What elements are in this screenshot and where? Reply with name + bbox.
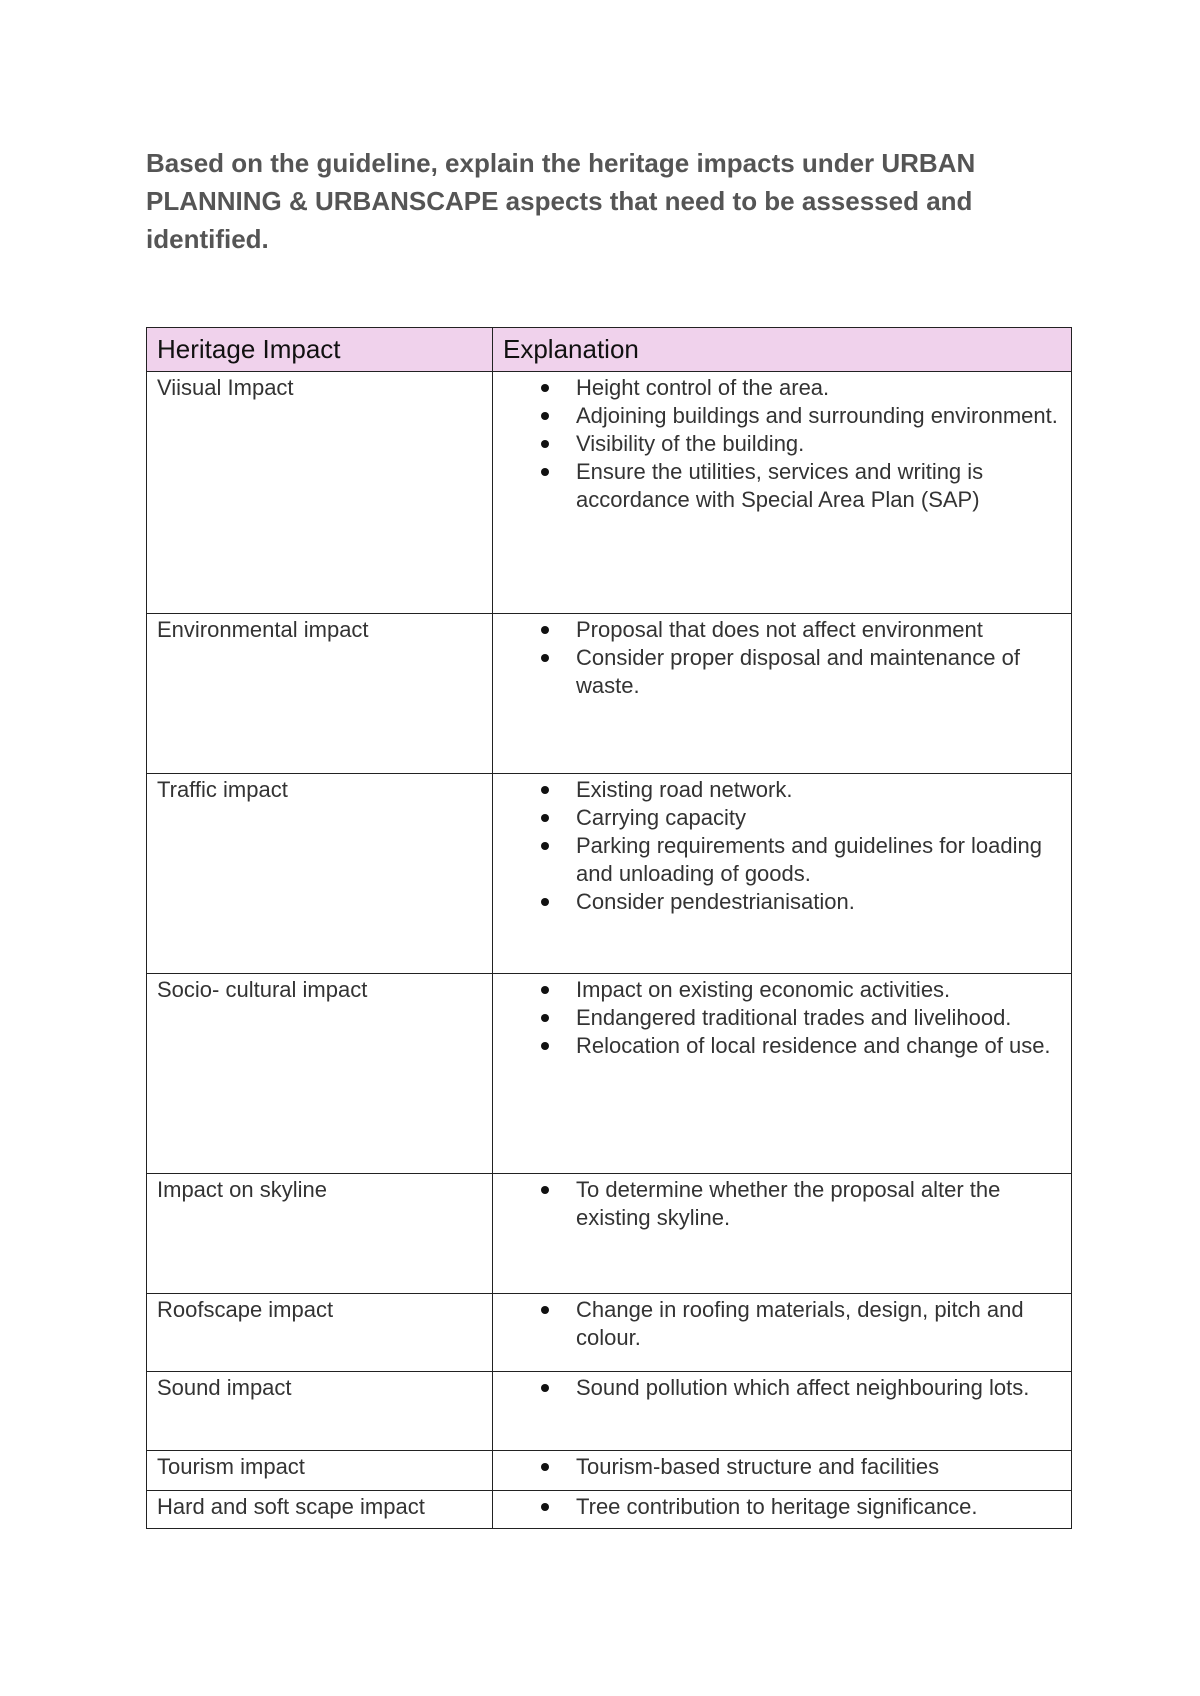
explanation-cell	[493, 974, 1072, 1174]
explanation-point: Impact on existing economic activities.	[576, 976, 1061, 1004]
explanation-list	[503, 374, 1061, 514]
explanation-point: Sound pollution which affect neighbouring lots.	[576, 1374, 1061, 1402]
explanation-point: To determine whether the proposal alter the existing skyline.	[576, 1176, 1061, 1232]
impact-name-cell: Viisual Impact	[147, 372, 493, 614]
table-row	[147, 614, 1072, 774]
explanation-point: Parking requirements and guidelines for loading and unloading of goods.	[576, 832, 1061, 888]
explanation-list	[503, 976, 1061, 1060]
table-row	[147, 1174, 1072, 1294]
explanation-point: Change in roofing materials, design, pitch and colour.	[576, 1296, 1061, 1352]
explanation-cell	[493, 1174, 1072, 1294]
explanation-point: Consider proper disposal and maintenance of waste.	[576, 644, 1061, 700]
explanation-point: Tourism-based structure and facilities	[576, 1453, 1061, 1481]
impact-name-cell: Sound impact	[147, 1372, 493, 1451]
heritage-impact-table	[146, 327, 1072, 1529]
impact-name-cell: Roofscape impact	[147, 1294, 493, 1372]
explanation-cell	[493, 1451, 1072, 1491]
explanation-point: Height control of the area.	[576, 374, 1061, 402]
explanation-list	[503, 1296, 1061, 1352]
table-row	[147, 774, 1072, 974]
impact-name-cell: Tourism impact	[147, 1451, 493, 1491]
explanation-point: Endangered traditional trades and livelihood.	[576, 1004, 1061, 1032]
table-row	[147, 1491, 1072, 1529]
explanation-point: Tree contribution to heritage significance.	[576, 1493, 1061, 1521]
explanation-cell	[493, 774, 1072, 974]
explanation-list	[503, 1374, 1061, 1402]
explanation-cell	[493, 1491, 1072, 1529]
explanation-point: Ensure the utilities, services and writing is accordance with Special Area Plan (SAP)	[576, 458, 1061, 514]
impact-name-cell: Hard and soft scape impact	[147, 1491, 493, 1529]
explanation-point: Visibility of the building.	[576, 430, 1061, 458]
impact-name-cell: Socio- cultural impact	[147, 974, 493, 1174]
table-row	[147, 1294, 1072, 1372]
explanation-point: Existing road network.	[576, 776, 1061, 804]
explanation-cell	[493, 372, 1072, 614]
explanation-list	[503, 1176, 1061, 1232]
explanation-list	[503, 1453, 1061, 1481]
header-heritage-impact: Heritage Impact	[147, 328, 493, 372]
explanation-list	[503, 1493, 1061, 1521]
impact-name-cell: Impact on skyline	[147, 1174, 493, 1294]
explanation-list	[503, 616, 1061, 700]
explanation-point: Relocation of local residence and change of use.	[576, 1032, 1061, 1060]
impact-name-cell: Environmental impact	[147, 614, 493, 774]
explanation-list	[503, 776, 1061, 916]
explanation-point: Consider pendestrianisation.	[576, 888, 1061, 916]
explanation-cell	[493, 614, 1072, 774]
table-row	[147, 1451, 1072, 1491]
table-row	[147, 974, 1072, 1174]
explanation-cell	[493, 1294, 1072, 1372]
header-explanation: Explanation	[493, 328, 1072, 372]
explanation-point: Carrying capacity	[576, 804, 1061, 832]
table-header-row	[147, 328, 1072, 372]
explanation-point: Adjoining buildings and surrounding environment.	[576, 402, 1061, 430]
table-row	[147, 1372, 1072, 1451]
table-row	[147, 372, 1072, 614]
explanation-cell	[493, 1372, 1072, 1451]
impact-name-cell: Traffic impact	[147, 774, 493, 974]
explanation-point: Proposal that does not affect environment	[576, 616, 1061, 644]
question-prompt: Based on the guideline, explain the heritage impacts under URBAN PLANNING & URBANSCAPE aspects that need to be assessed and identified.	[146, 148, 976, 254]
